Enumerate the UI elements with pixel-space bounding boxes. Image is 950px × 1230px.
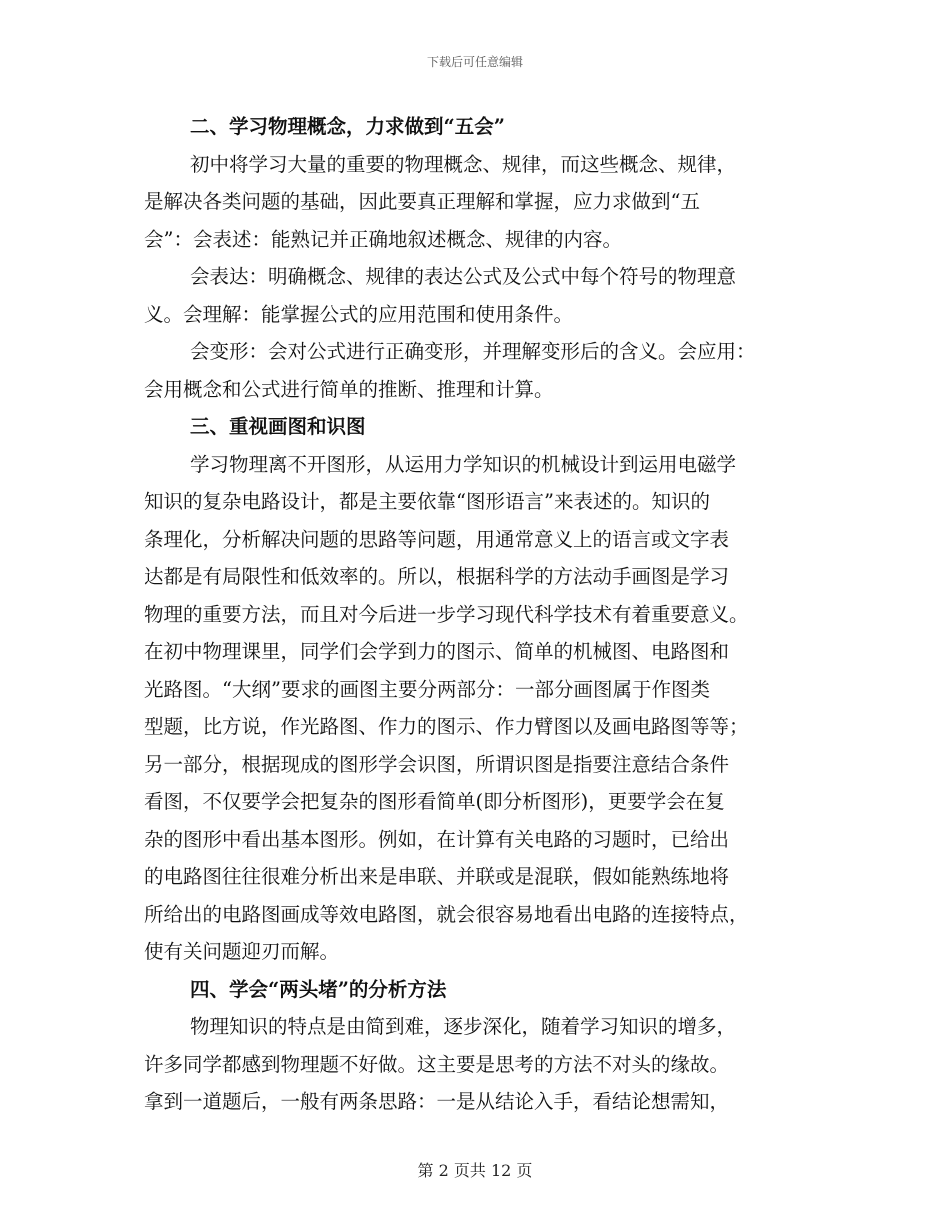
- paragraph-line: 物理的重要方法，而且对今后进一步学习现代科学技术有着重要意义。: [144, 602, 749, 626]
- paragraph-line: 的电路图往往很难分析出来是串联、并联或是混联，假如能熟练地将: [144, 865, 730, 888]
- paragraph-line: 会变形：会对公式进行正确变形，并理解变形后的含义。会应用：: [190, 340, 756, 363]
- page-header: 下载后可任意编辑: [426, 55, 523, 69]
- paragraph-line: 所给出的电路图画成等效电路图，就会很容易地看出电路的连接特点，: [144, 902, 749, 926]
- paragraph-line: 杂的图形中看出基本图形。例如，在计算有关电路的习题时，已给出: [144, 827, 730, 851]
- section-heading: 三、重视画图和识图: [190, 415, 366, 438]
- paragraph-line: 初中将学习大量的重要的物理概念、规律，而这些概念、规律，: [190, 152, 737, 176]
- paragraph-line: 型题，比方说，作光路图、作力的图示、作力臂图以及画电路图等等；: [144, 715, 749, 738]
- section-heading: 二、学习物理概念，力求做到“五会”: [190, 115, 505, 138]
- paragraph-line: 达都是有局限性和低效率的。所以，根据科学的方法动手画图是学习: [144, 565, 730, 588]
- paragraph-line: 条理化，分析解决问题的思路等问题，用通常意义上的语言或文字表: [144, 527, 730, 551]
- paragraph-line: 使有关问题迎刃而解。: [144, 940, 340, 963]
- paragraph-line: 在初中物理课里，同学们会学到力的图示、简单的机械图、电路图和: [144, 640, 730, 663]
- document-body: [144, 108, 812, 1121]
- paragraph-line: 物理知识的特点是由简到难，逐步深化，随着学习知识的增多，: [190, 1015, 737, 1038]
- paragraph-line: 义。会理解：能掌握公式的应用范围和使用条件。: [144, 302, 574, 326]
- paragraph-line: 学习物理离不开图形，从运用力学知识的机械设计到运用电磁学: [190, 452, 737, 476]
- paragraph-line: 会用概念和公式进行简单的推断、推理和计算。: [144, 377, 554, 401]
- section-heading: 四、学会“两头堵”的分析方法: [190, 977, 447, 1001]
- paragraph-line: 知识的复杂电路设计，都是主要依靠“图形语言”来表述的。知识的: [144, 490, 710, 513]
- page-footer: 第 2 页共 12 页: [417, 1161, 533, 1180]
- paragraph-line: 会”：会表述：能熟记并正确地叙述概念、规律的内容。: [144, 227, 622, 251]
- paragraph-line: 会表达：明确概念、规律的表达公式及公式中每个符号的物理意: [190, 265, 737, 288]
- paragraph-line: 拿到一道题后，一般有两条思路：一是从结论入手，看结论想需知，: [144, 1090, 730, 1113]
- paragraph-line: 许多同学都感到物理题不好做。这主要是思考的方法不对头的缘故。: [144, 1052, 730, 1076]
- paragraph-line: 看图，不仅要学会把复杂的图形看简单(即分析图形)，更要学会在复: [144, 790, 725, 813]
- paragraph-line: 是解决各类问题的基础，因此要真正理解和掌握，应力求做到“五: [144, 190, 700, 213]
- paragraph-line: 光路图。“大纲”要求的画图主要分两部分：一部分画图属于作图类: [144, 677, 710, 701]
- paragraph-line: 另一部分，根据现成的图形学会识图，所谓识图是指要注意结合条件: [144, 752, 730, 776]
